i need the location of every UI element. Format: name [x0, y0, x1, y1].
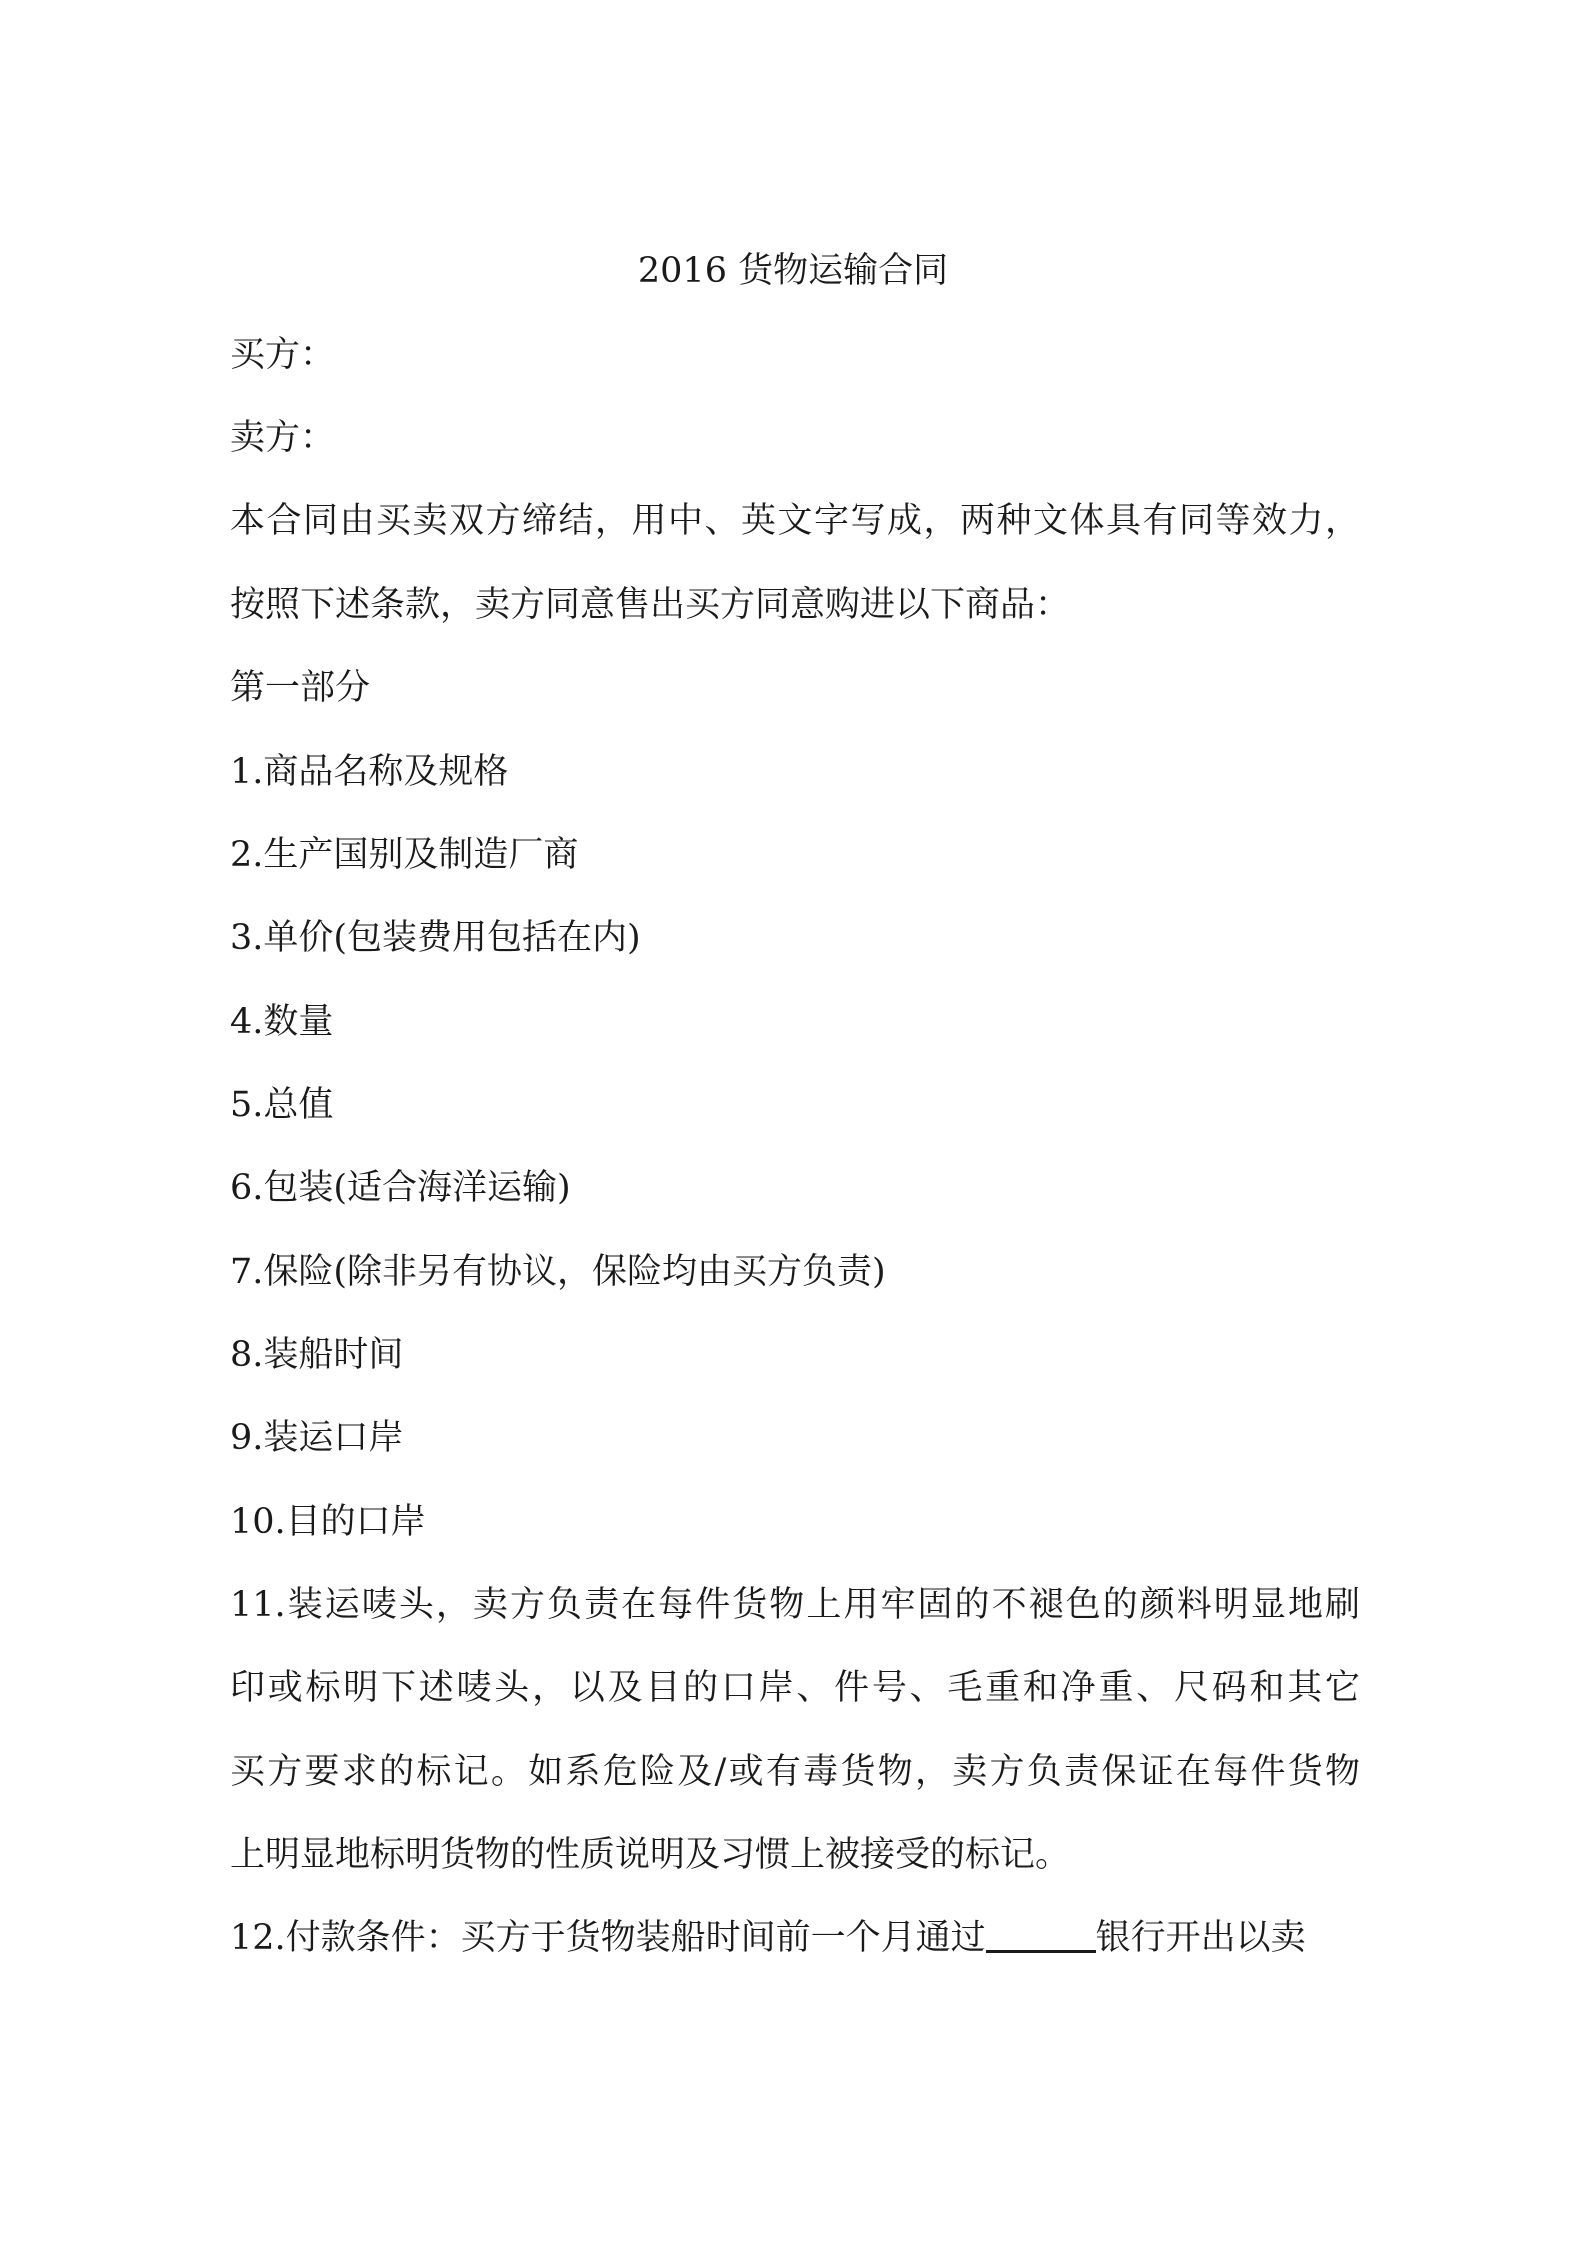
document-title: 2016 货物运输合同	[637, 251, 949, 291]
clause-item: 6.包装(适合海洋运输)	[230, 1168, 571, 1208]
clause-item: 5.总值	[230, 1085, 334, 1125]
clause-11-line: 11.装运唛头，卖方负责在每件货物上用牢固的不褪色的颜料明显地刷	[230, 1585, 1360, 1625]
clause-item: 3.单价(包装费用包括在内)	[230, 918, 641, 958]
clause-item: 4.数量	[230, 1002, 334, 1042]
clause-item: 9.装运口岸	[230, 1418, 404, 1458]
clause-item: 2.生产国别及制造厂商	[230, 835, 579, 875]
intro-paragraph-line: 按照下述条款，卖方同意售出买方同意购进以下商品：	[230, 585, 1071, 625]
clause-12-text-after: 银行开出以卖	[1095, 1918, 1306, 1958]
clause-11-line: 上明显地标明货物的性质说明及习惯上被接受的标记。	[230, 1835, 1071, 1875]
clause-12-text-before: 12.付款条件：买方于货物装船时间前一个月通过	[230, 1918, 986, 1958]
clause-item: 10.目的口岸	[230, 1502, 426, 1542]
buyer-label: 买方：	[230, 335, 336, 375]
intro-paragraph-line: 本合同由买卖双方缔结，用中、英文字写成，两种文体具有同等效力，	[230, 501, 1360, 541]
clause-item: 8.装船时间	[230, 1335, 404, 1375]
clause-11-line: 买方要求的标记。如系危险及/或有毒货物，卖方负责保证在每件货物	[230, 1752, 1360, 1792]
clause-11-line: 印或标明下述唛头，以及目的口岸、件号、毛重和净重、尺码和其它	[230, 1668, 1360, 1708]
clause-12-line	[230, 1913, 1306, 1963]
seller-label: 卖方：	[230, 418, 336, 458]
clause-item: 1.商品名称及规格	[230, 752, 509, 792]
clause-item: 7.保险(除非另有协议，保险均由买方负责)	[230, 1252, 886, 1292]
bank-name-blank	[986, 1916, 1096, 1953]
part-heading: 第一部分	[230, 668, 371, 708]
